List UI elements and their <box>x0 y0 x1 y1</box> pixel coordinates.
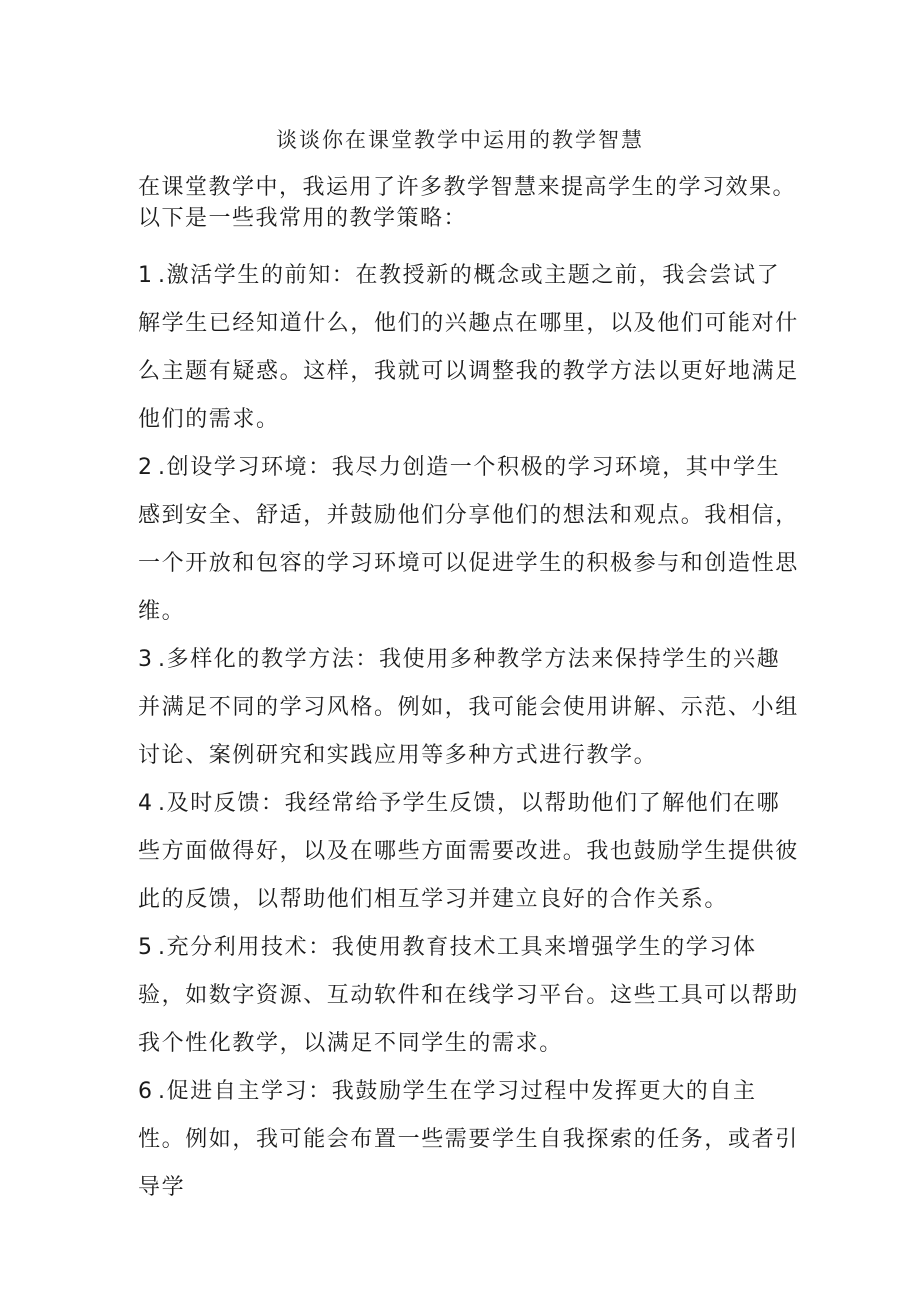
item-text: .激活学生的前知：在教授新的概念或主题之前，我会尝试了解学生已经知道什么，他们的兴趣点在哪里，以及他们可能对什么主题有疑惑。这样，我就可以调整我的教学方法以更好地满足他们的需求。 <box>138 263 799 432</box>
item-text: .多样化的教学方法：我使用多种教学方法来保持学生的兴趣并满足不同的学习风格。例如，我可能会使用讲解、示范、小组讨论、案例研究和实践应用等多种方式进行教学。 <box>138 647 799 768</box>
item-number: 4 <box>138 791 158 816</box>
list-item <box>138 252 800 444</box>
item-text: .充分利用技术：我使用教育技术工具来增强学生的学习体验，如数字资源、互动软件和在线学习平台。这些工具可以帮助我个性化教学，以满足不同学生的需求。 <box>138 935 799 1056</box>
item-number: 5 <box>138 935 158 960</box>
list-item <box>138 1068 800 1212</box>
document-title: 谈谈你在课堂教学中运用的教学智慧 <box>276 128 644 152</box>
item-number: 6 <box>138 1079 158 1104</box>
item-number: 1 <box>138 263 158 288</box>
item-text: .促进自主学习：我鼓励学生在学习过程中发挥更大的自主性。例如，我可能会布置一些需要学生自我探索的任务，或者引导学 <box>138 1079 799 1200</box>
list-item <box>138 636 800 780</box>
item-number: 2 <box>138 455 158 480</box>
item-text: .及时反馈：我经常给予学生反馈，以帮助他们了解他们在哪些方面做得好，以及在哪些方面需要改进。我也鼓励学生提供彼此的反馈，以帮助他们相互学习并建立良好的合作关系。 <box>138 791 799 912</box>
item-number: 3 <box>138 647 158 672</box>
strategy-list <box>138 252 800 1212</box>
list-item <box>138 924 800 1068</box>
item-text: .创设学习环境：我尽力创造一个积极的学习环境，其中学生感到安全、舒适，并鼓励他们分享他们的想法和观点。我相信，一个开放和包容的学习环境可以促进学生的积极参与和创造性思维。 <box>138 455 799 624</box>
list-item <box>138 444 800 636</box>
list-item <box>138 780 800 924</box>
intro-paragraph: 在课堂教学中，我运用了许多教学智慧来提高学生的学习效果。以下是一些我常用的教学策略： <box>138 175 797 231</box>
